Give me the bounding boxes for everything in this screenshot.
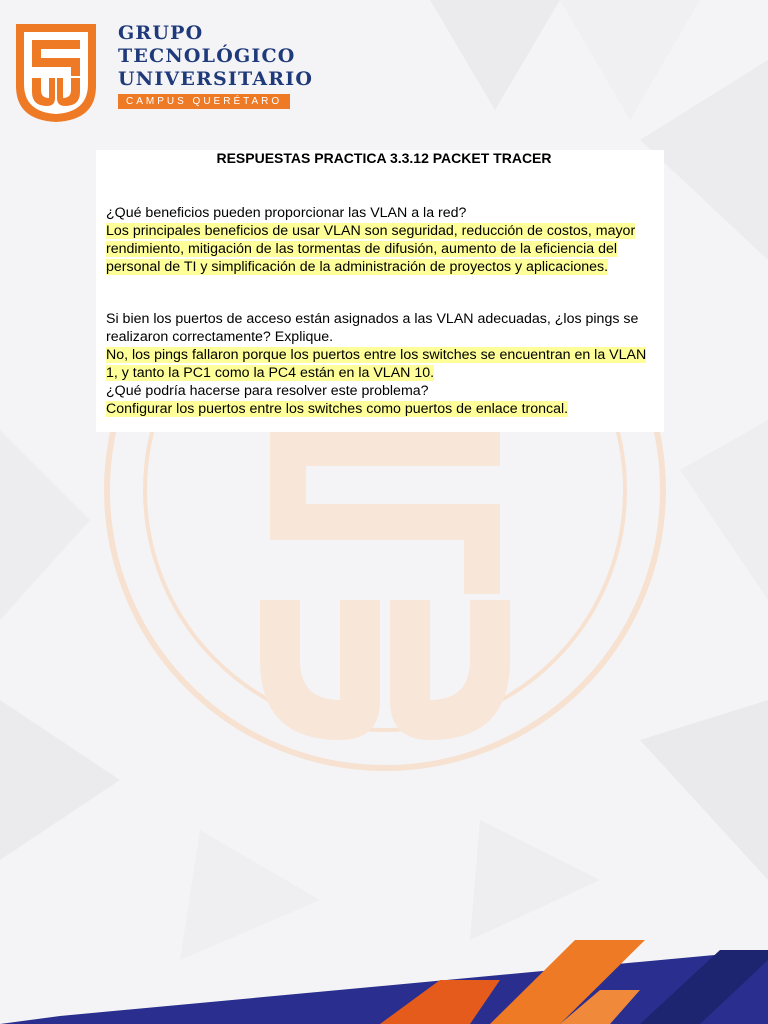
- answer-3: [106, 400, 654, 418]
- answer-1: [106, 222, 654, 276]
- answer-3-text: Configurar los puertos entre los switches como puertos de enlace troncal.: [106, 401, 569, 417]
- answer-2-text: No, los pings fallaron porque los puertos entre los switches se encuentran en la VLAN 1, y tanto la PC1 como la PC4 están en la VLAN 10.: [106, 347, 647, 381]
- answer-2: [106, 346, 654, 382]
- brand-line-2: TECNOLÓGICO: [118, 45, 296, 67]
- campus-badge: CAMPUS QUERÉTARO: [118, 94, 290, 109]
- brand-line-1: GRUPO: [118, 22, 204, 44]
- footer-stripes: [0, 900, 768, 1024]
- question-2: Si bien los puertos de acceso están asignados a las VLAN adecuadas, ¿los pings se realizaron correctamente? Explique.: [106, 311, 639, 345]
- document-body: [106, 204, 654, 418]
- question-3: ¿Qué podría hacerse para resolver este problema?: [106, 383, 429, 399]
- question-1: ¿Qué beneficios pueden proporcionar las VLAN a la red?: [106, 205, 467, 221]
- answer-1-text: Los principales beneficios de usar VLAN son seguridad, reducción de costos, mayor rendimiento, mitigación de las tormentas de difusión, aumento de la eficiencia del personal de TI y simplificación de la administración de proyectos y aplicaciones.: [106, 223, 636, 275]
- brand-line-3: UNIVERSITARIO: [118, 68, 314, 90]
- watermark-seal: [95, 400, 675, 820]
- gtu-logo-icon: [12, 20, 100, 124]
- document-title: RESPUESTAS PRACTICA 3.3.12 PACKET TRACER: [216, 150, 552, 166]
- brand-block: [118, 22, 313, 109]
